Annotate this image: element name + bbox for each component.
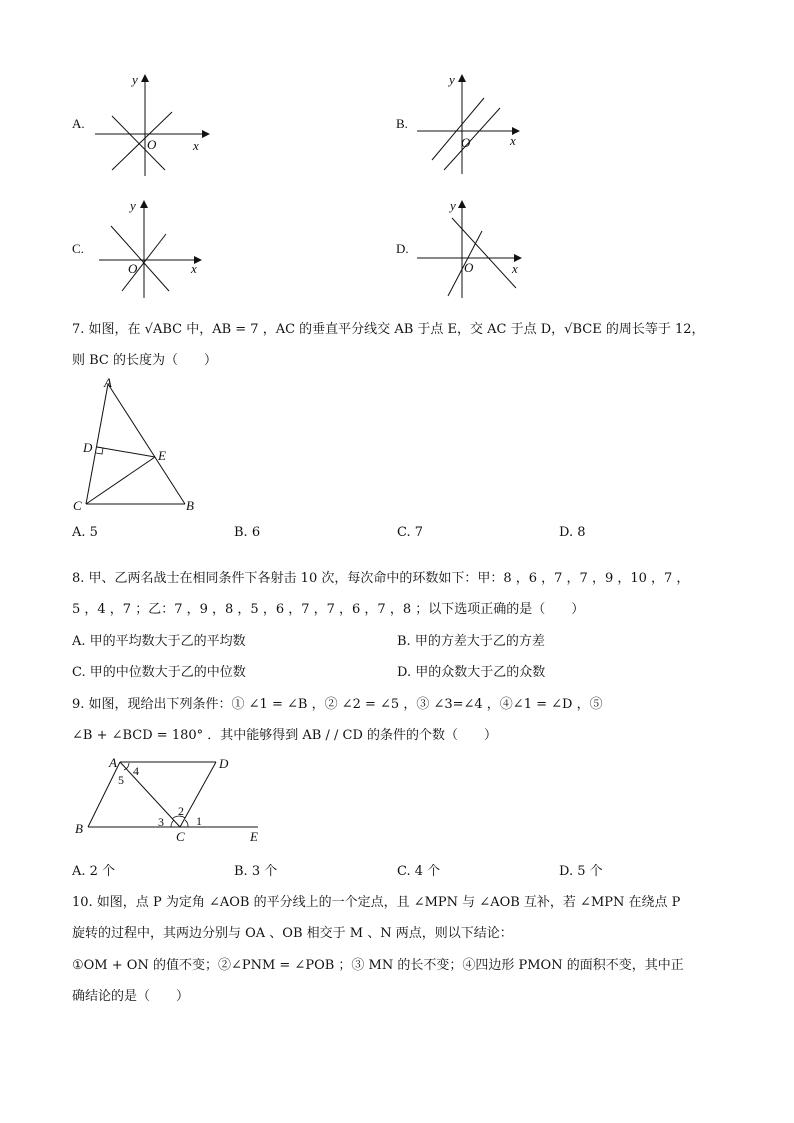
q7-text-line1: 7. 如图，在 √ABC 中，AB = 7 ，AC 的垂直平分线交 AB 于点 E，交 AC 于点 D，√BCE 的周长等于 12，	[72, 322, 705, 337]
angle-2: 2	[178, 804, 184, 818]
vertex-b: B	[75, 821, 83, 836]
q10-text-line2: 旋转的过程中，其两边分别与 OA 、OB 相交于 M 、N 两点，则以下结论：	[72, 926, 513, 941]
q7-choice-c: C. 7	[397, 525, 424, 540]
origin-label: O	[461, 135, 471, 150]
q9-choice-b: B. 3 个	[234, 864, 278, 879]
q10-text-line3: ①OM + ON 的值不变；②∠PNM = ∠POB ；③ MN 的长不变；④四边形 PMON 的面积不变，其中正	[72, 958, 684, 973]
q7-text-line2: 则 BC 的长度为（ ）	[72, 353, 218, 368]
angle-3: 3	[158, 815, 164, 829]
origin-label: O	[128, 261, 138, 276]
y-label: y	[449, 72, 455, 87]
q9-text-line1: 9. 如图，现给出下列条件：① ∠1 = ∠B ，② ∠2 = ∠5 ，③ ∠3=∠4 ，④∠1 = ∠D ，⑤	[72, 697, 603, 712]
angle-4: 4	[133, 764, 139, 778]
q10-text-line1: 10. 如图，点 P 为定角 ∠AOB 的平分线上的一个定点，且 ∠MPN 与 ∠AOB 互补，若 ∠MPN 在绕点 P	[72, 895, 681, 910]
q9-choice-c: C. 4 个	[397, 864, 441, 879]
vertex-c: C	[73, 498, 82, 513]
vertex-e: E	[158, 448, 166, 463]
q7-triangle-figure	[70, 374, 210, 514]
x-label: x	[193, 138, 199, 153]
x-label: x	[512, 261, 518, 276]
q7-choice-d: D. 8	[559, 525, 586, 540]
vertex-b: B	[186, 498, 194, 513]
q10-text-line4: 确结论的是（ ）	[72, 989, 190, 1004]
vertex-d: D	[219, 756, 229, 771]
q9-parallelogram-figure	[72, 752, 272, 848]
x-label: x	[510, 133, 516, 148]
q8-text-line1: 8. 甲、乙两名战士在相同条件下各射击 10 次，每次命中的环数如下：甲：8 ，6 ，7 ，7 ，9 ，10 ，7 ，	[72, 571, 690, 586]
y-label: y	[132, 72, 138, 87]
angle-1: 1	[196, 814, 202, 828]
q7-choice-a: A. 5	[72, 525, 98, 540]
x-label: x	[191, 261, 197, 276]
graph-d	[414, 196, 529, 302]
q8-choice-a: A. 甲的平均数大于乙的平均数	[72, 634, 246, 649]
angle-5: 5	[118, 773, 124, 787]
vertex-a: A	[104, 375, 112, 390]
vertex-e: E	[250, 829, 258, 844]
vertex-c: C	[176, 829, 185, 844]
graph-c	[94, 196, 209, 302]
vertex-d: D	[83, 440, 93, 455]
option-letter: D.	[396, 241, 409, 256]
origin-label: O	[464, 260, 474, 275]
option-letter: B.	[396, 116, 408, 131]
graph-b	[412, 70, 537, 180]
q8-choice-b: B. 甲的方差大于乙的方差	[397, 634, 545, 649]
y-label: y	[130, 198, 136, 213]
q7-choice-b: B. 6	[234, 525, 261, 540]
q8-choice-c: C. 甲的中位数大于乙的中位数	[72, 665, 246, 680]
q9-choice-d: D. 5 个	[559, 864, 603, 879]
vertex-a: A	[109, 755, 117, 770]
option-letter: C.	[72, 241, 84, 256]
y-label: y	[450, 198, 456, 213]
option-letter: A.	[72, 116, 85, 131]
q9-choice-a: A. 2 个	[72, 864, 116, 879]
q9-text-line2: ∠B + ∠BCD = 180° ．其中能够得到 AB / / CD 的条件的个数（ ）	[72, 728, 497, 743]
q8-text-line2: 5 ，4 ，7 ；乙：7 ，9 ，8 ，5 ，6 ，7 ，7 ，6 ，7 ，8 ；以下选项正确的是（ ）	[72, 602, 585, 617]
graph-a	[90, 70, 215, 180]
origin-label: O	[147, 137, 157, 152]
q8-choice-d: D. 甲的众数大于乙的众数	[397, 665, 546, 680]
